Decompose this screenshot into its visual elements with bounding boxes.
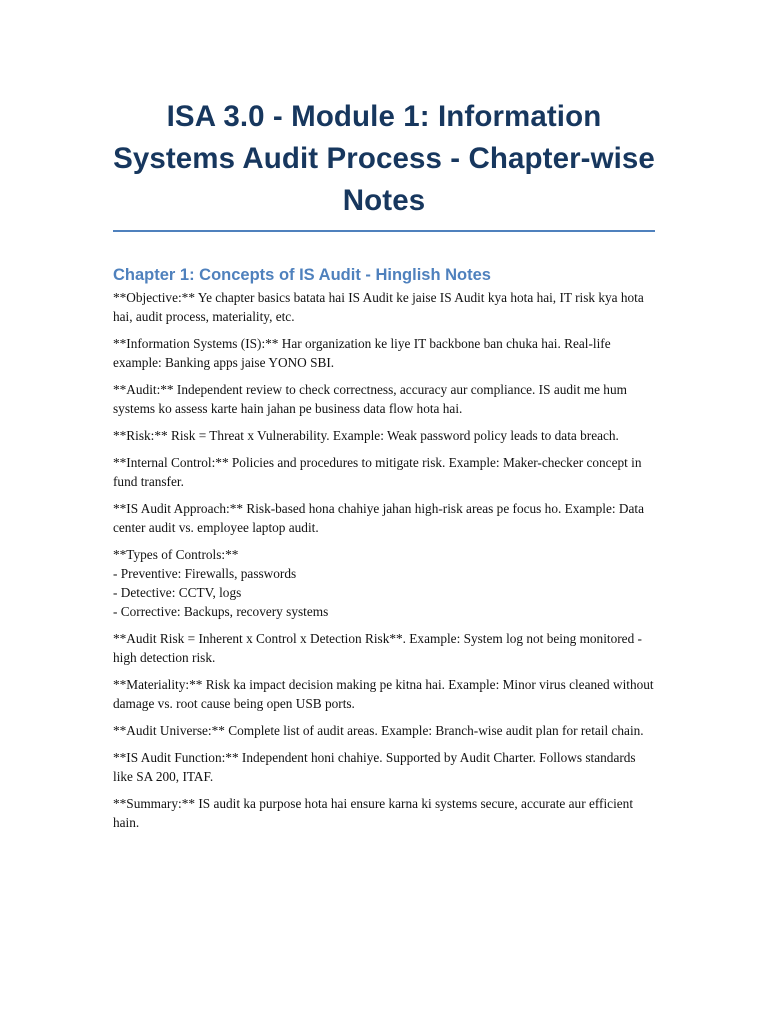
paragraph-materiality: **Materiality:** Risk ka impact decision making pe kitna hai. Example: Minor virus cleaned without damage vs. root cause being open USB ports. xyxy=(113,677,654,711)
paragraph-internal-control: **Internal Control:** Policies and procedures to mitigate risk. Example: Maker-checker concept in fund transfer. xyxy=(113,455,642,489)
paragraph-risk: **Risk:** Risk = Threat x Vulnerability. Example: Weak password policy leads to data breach. xyxy=(113,428,619,443)
paragraph-types-of-controls: **Types of Controls:** - Preventive: Firewalls, passwords - Detective: CCTV, logs - Corrective: Backups, recovery systems xyxy=(113,547,329,619)
chapter-heading: Chapter 1: Concepts of IS Audit - Hinglish Notes xyxy=(113,266,491,284)
paragraph-is-audit-function: **IS Audit Function:** Independent honi chahiye. Supported by Audit Charter. Follows standards like SA 200, ITAF. xyxy=(113,750,636,784)
paragraph-information-systems: **Information Systems (IS):** Har organization ke liye IT backbone ban chuka hai. Real-life example: Banking apps jaise YONO SBI. xyxy=(113,336,611,370)
paragraph-audit: **Audit:** Independent review to check correctness, accuracy aur compliance. IS audit me hum systems ko assess karte hain jahan pe business data flow hota hai. xyxy=(113,382,627,416)
paragraph-is-audit-approach: **IS Audit Approach:** Risk-based hona chahiye jahan high-risk areas pe focus ho. Example: Data center audit vs. employee laptop audit. xyxy=(113,501,644,535)
document-title: ISA 3.0 - Module 1: Information Systems Audit Process - Chapter-wise Notes xyxy=(113,96,655,232)
paragraph-objective: **Objective:** Ye chapter basics batata hai IS Audit ke jaise IS Audit kya hota hai, IT risk kya hota hai, audit process, materiality, etc. xyxy=(113,290,644,324)
paragraph-audit-universe: **Audit Universe:** Complete list of audit areas. Example: Branch-wise audit plan for retail chain. xyxy=(113,723,644,738)
paragraph-summary: **Summary:** IS audit ka purpose hota hai ensure karna ki systems secure, accurate aur efficient hain. xyxy=(113,796,634,830)
paragraph-audit-risk: **Audit Risk = Inherent x Control x Detection Risk**. Example: System log not being monitored - high detection risk. xyxy=(113,631,642,665)
